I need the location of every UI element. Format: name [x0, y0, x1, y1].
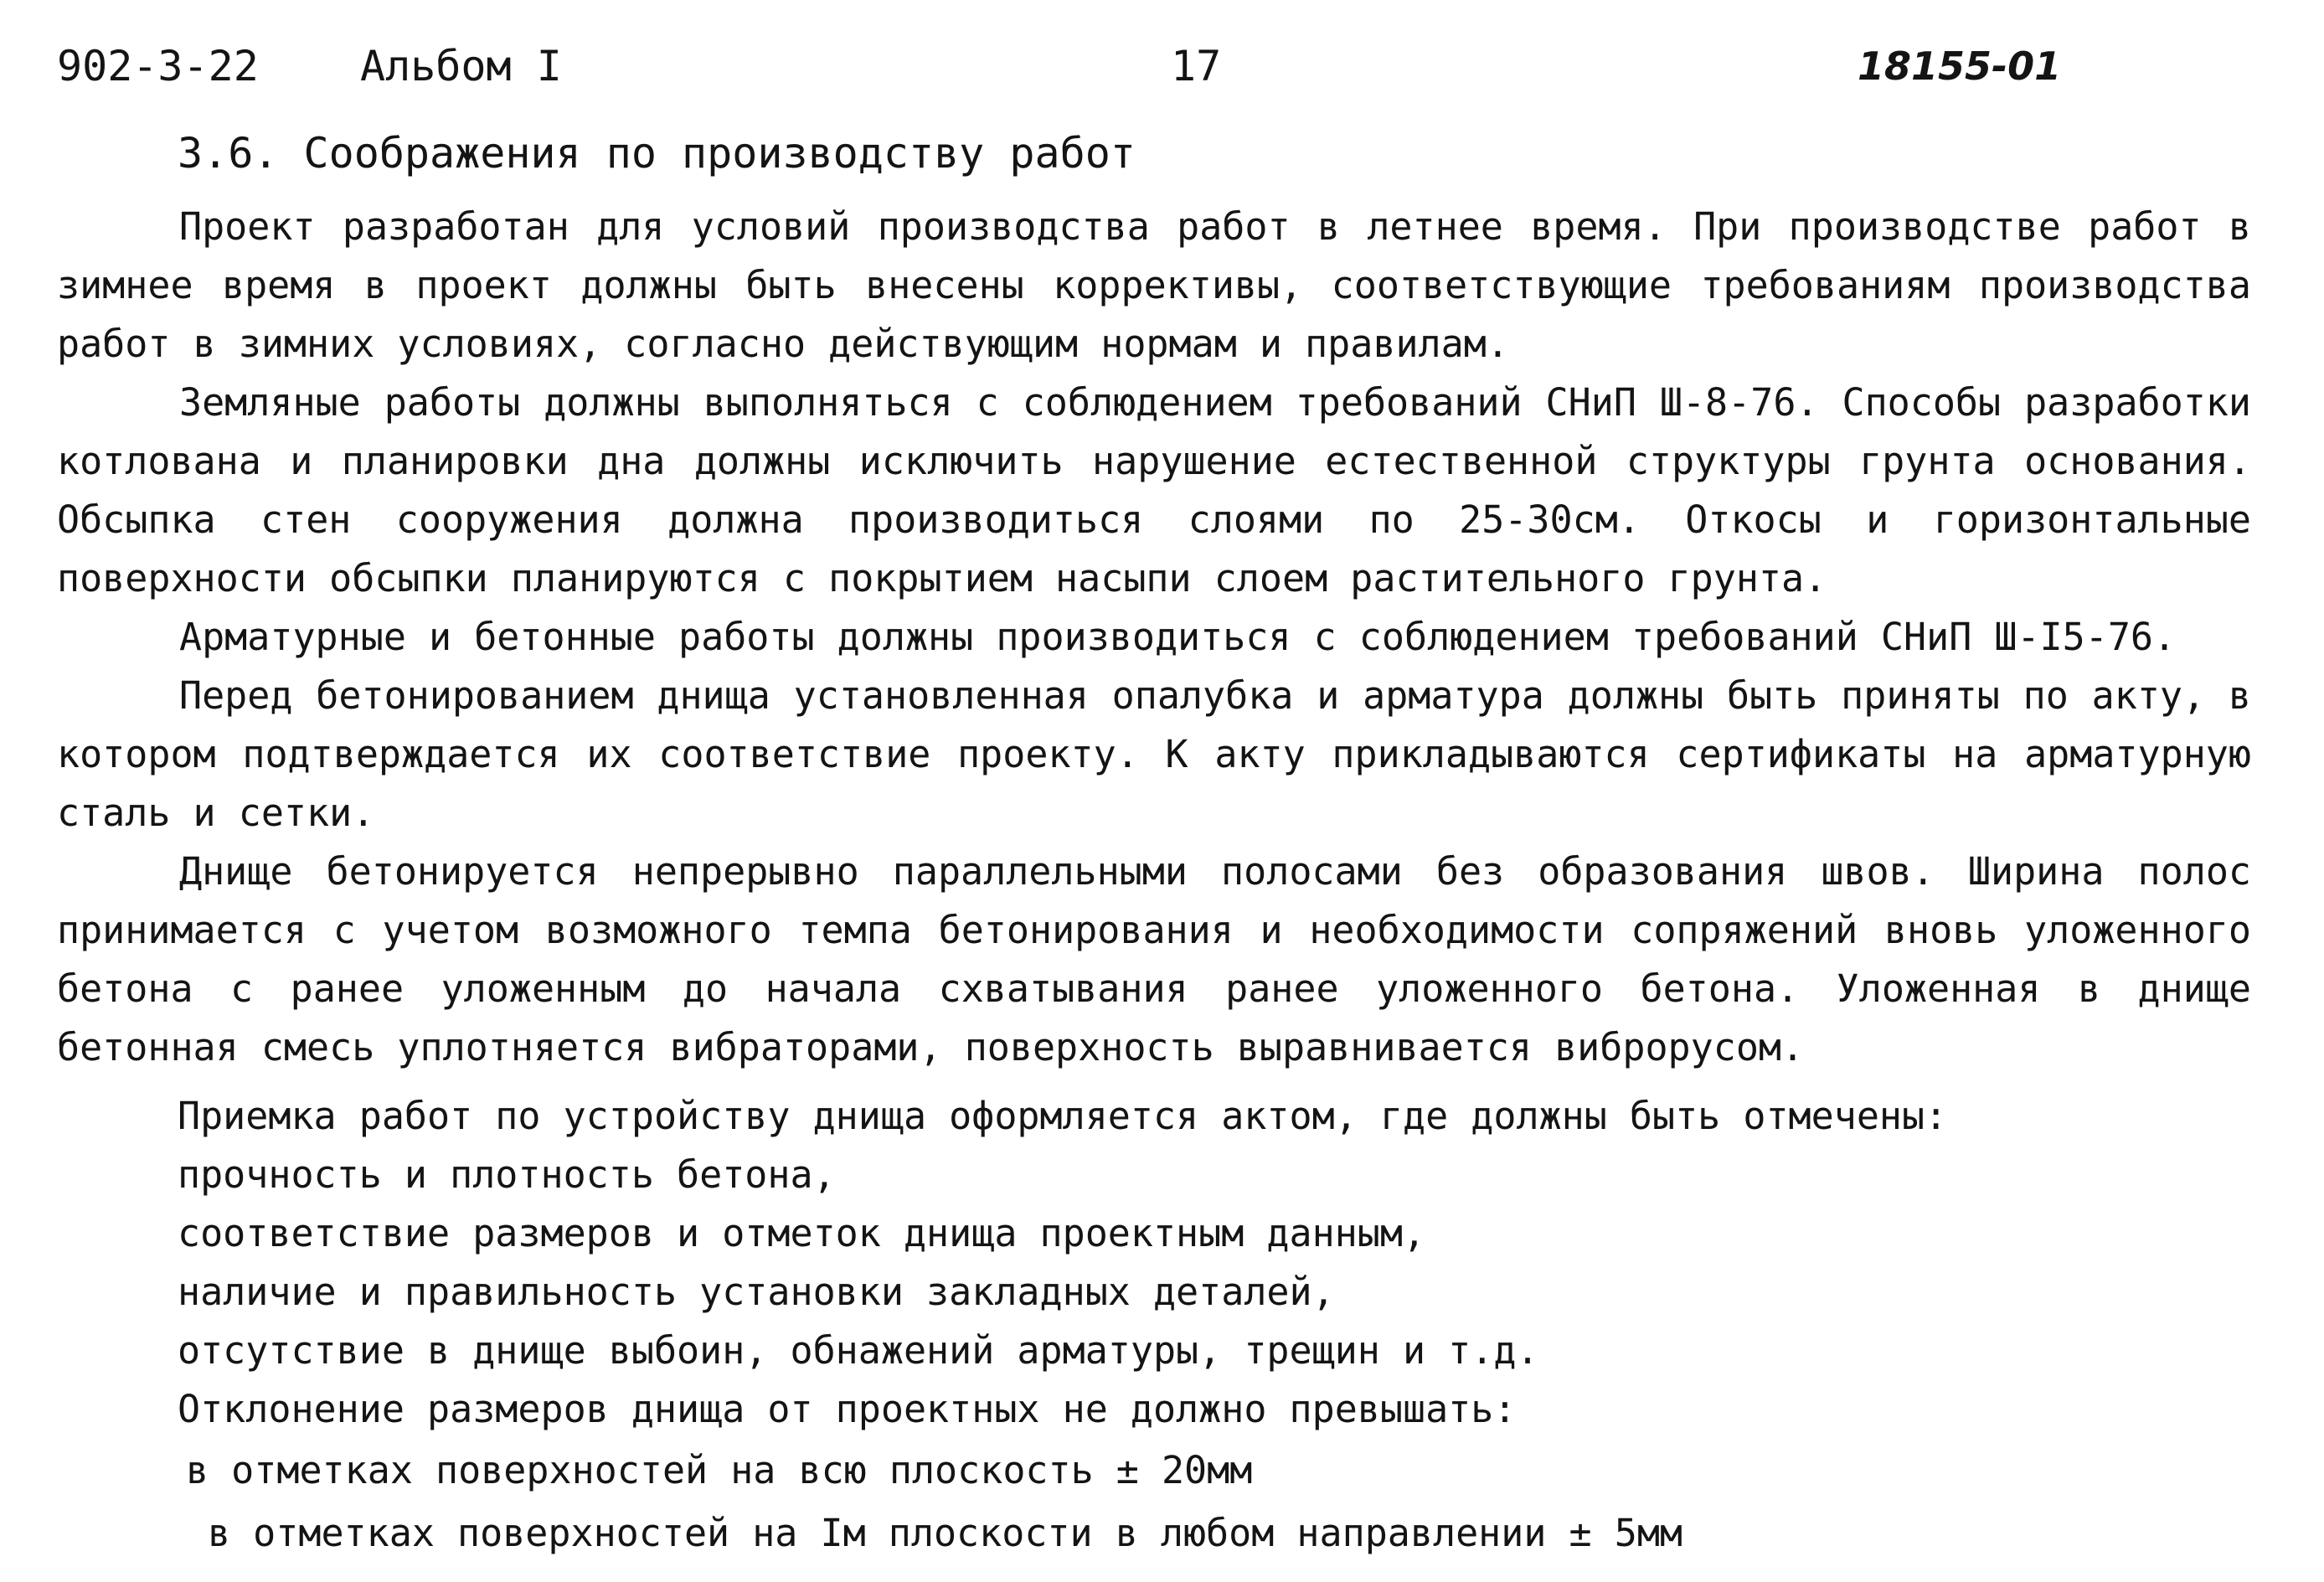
tolerance-item: в отметках поверхностей на всю плоскость ± 20мм	[186, 1448, 1253, 1492]
list-item: отсутствие в днище выбоин, обнажений арматуры, трещин и т.д.	[178, 1328, 1539, 1373]
paragraph: Земляные работы должны выполняться с соблюдением требований СНиП Ш-8-76. Способы разработки котлована и планировки дна должны исключить нарушение естественной структуры грунта основания. Обсыпка стен сооружения должна производиться слоями по 25-30см. Откосы и горизонтальные поверхности обсыпки планируются с покрытием насыпи слоем растительного грунта.	[57, 380, 2251, 600]
list-item: прочность и плотность бетона,	[178, 1152, 836, 1197]
list-item: соответствие размеров и отметок днища проектным данным,	[178, 1211, 1426, 1255]
album-label: Альбом I	[360, 42, 562, 90]
deviation-intro: Отклонение размеров днища от проектных не должно превышать:	[178, 1387, 1517, 1431]
acceptance-intro: Приемка работ по устройству днища оформляется актом, где должны быть отмечены:	[178, 1094, 1948, 1138]
body-text	[57, 198, 2251, 1077]
paragraph: Проект разработан для условий производства работ в летнее время. При производстве работ в зимнее время в проект должны быть внесены коррективы, соответствующие требованиям производства работ в зимних условиях, согласно действующим нормам и правилам.	[57, 204, 2251, 366]
page-header	[0, 37, 2324, 95]
paragraph: Перед бетонированием днища установленная опалубка и арматура должны быть приняты по акту, в котором подтверждается их соответствие проекту. К акту прикладываются сертификаты на арматурную сталь и сетки.	[57, 673, 2251, 835]
paragraph: Днище бетонируется непрерывно параллельными полосами без образования швов. Ширина полос принимается с учетом возможного темпа бетонирования и необходимости сопряжений вновь уложенного бетона с ранее уложенным до начала схватывания ранее уложенного бетона. Уложенная в днище бетонная смесь уплотняется вибраторами, поверхность выравнивается виброрусом.	[57, 849, 2251, 1069]
tolerance-item: в отметках поверхностей на Iм плоскости в любом направлении ± 5мм	[208, 1511, 1682, 1555]
list-item: наличие и правильность установки закладных деталей,	[178, 1270, 1335, 1314]
tolerance-list	[186, 1439, 1682, 1564]
handwritten-stamp-number: 18155-01	[1858, 44, 2062, 89]
section-title: 3.6. Соображения по производству работ	[178, 129, 1136, 178]
acceptance-list	[178, 1087, 1947, 1439]
document-code: 902-3-22	[57, 42, 259, 90]
page-number: 17	[1171, 42, 1222, 90]
paragraph: Арматурные и бетонные работы должны производиться с соблюдением требований СНиП Ш-I5-76.	[179, 615, 2177, 659]
